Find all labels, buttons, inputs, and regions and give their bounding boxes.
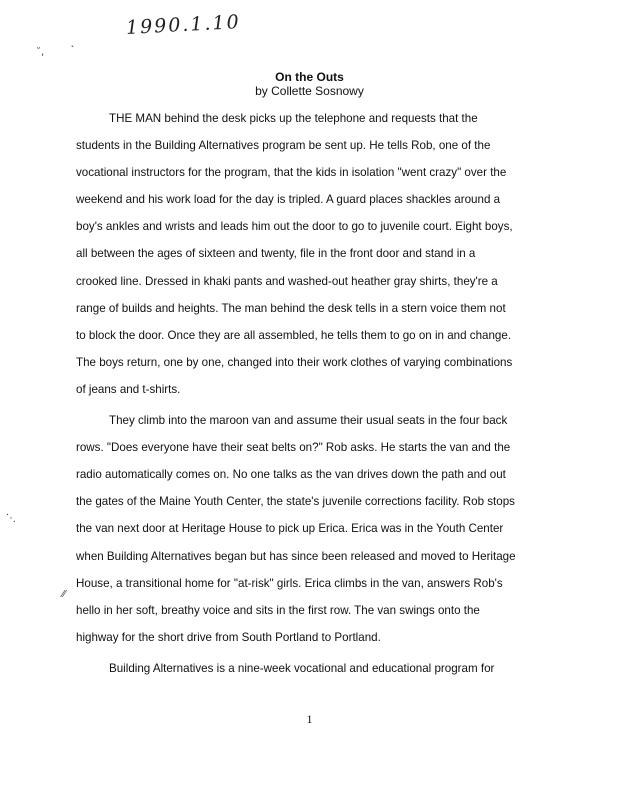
page-number: 1 [306, 712, 313, 726]
scan-speck: ˘, [36, 47, 45, 58]
article-byline: by Collette Sosnowy [255, 84, 364, 98]
paragraph: THE MAN behind the desk picks up the telephone and requests that the students in the Building Alternatives program be sent up. He tells Rob, one of the vocational instructors for the program, that the kids in isolation "went crazy" over the weekend and his work load for the day is tripled. A guard places shackles around a boy's ankles and wrists and leads him out the door to go to juvenile court. Eight boys, all between the ages of sixteen and twenty, file in the front door and stand in a crooked line. Dressed in khaki pants and washed-out heather gray shirts, they're a range of builds and heights. The man behind the desk tells in a stern voice them not to block the door. Once they are all assembled, he tells them to go on in and change. The boys return, one by one, changed into their work clothes of varying combinations of jeans and t-shirts. [76, 112, 513, 396]
handwritten-archive-note: 1990.1.10 [125, 11, 242, 39]
title-block [0, 70, 619, 98]
scan-speck: ˛ [70, 37, 75, 48]
paragraph: They climb into the maroon van and assume their usual seats in the four back rows. "Does everyone have their seat belts on?" Rob asks. He starts the van and the radio automatically comes on. No one talks as the van drives down the path and out the gates of the Maine Youth Center, the state's juvenile corrections facility. Rob stops the van next door at Heritage House to pick up Erica. Erica was in the Youth Center when Building Alternatives began but has since been released and moved to Heritage House, a transitional home for "at-risk" girls. Erica climbs in the van, answers Rob's hello in her soft, breathy voice and sits in the first row. The van swings onto the highway for the short drive from South Portland to Portland. [76, 414, 516, 644]
paragraph: Building Alternatives is a nine-week vocational and educational program for [109, 661, 495, 675]
article-body [76, 105, 552, 686]
scan-speck: ⁄⁄ [62, 589, 66, 600]
scan-speck: ⋱ [6, 513, 16, 524]
article-title: On the Outs [275, 70, 344, 84]
